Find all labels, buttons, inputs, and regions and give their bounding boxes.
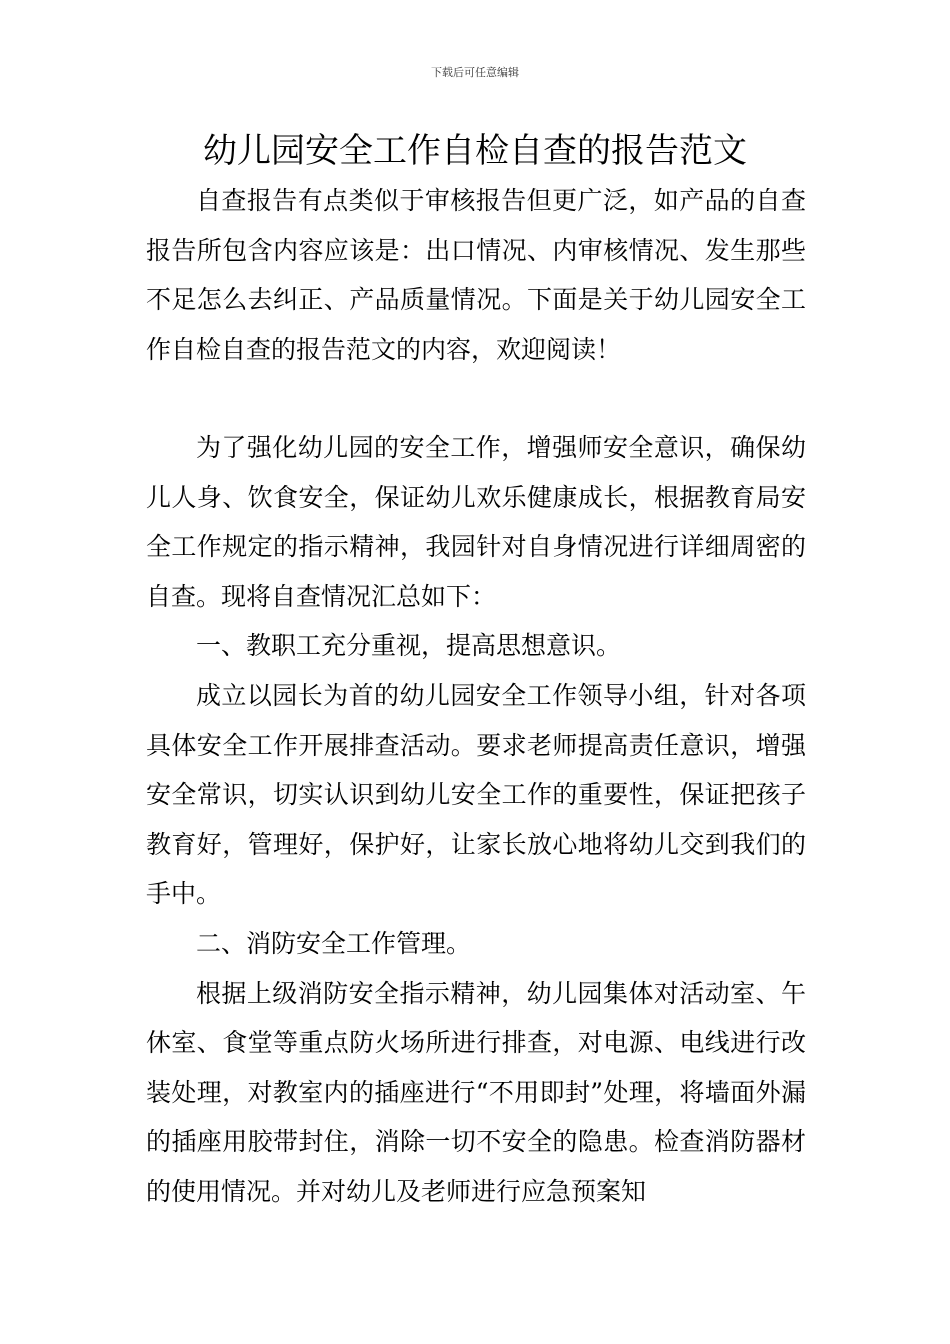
- document-title: 幼儿园安全工作自检自查的报告范文: [203, 131, 747, 171]
- intro-section: [146, 176, 806, 374]
- body-paragraph: 根据上级消防安全指示精神，幼儿园集体对活动室、午休室、食堂等重点防火场所进行排查，对电源、电线进行改装处理，对教室内的插座进行“不用即封”处理，将墙面外漏的插座用胶带封住，消除一切不安全的隐患。检查消防器材的使用情况。并对幼儿及老师进行应急预案知: [146, 978, 806, 1206]
- section-heading: 二、消防安全工作管理。: [196, 928, 472, 958]
- intro-paragraph: 自查报告有点类似于审核报告但更广泛，如产品的自查报告所包含内容应该是：出口情况、内审核情况、发生那些不足怎么去纠正、产品质量情况。下面是关于幼儿园安全工作自检自查的报告范文的内容，欢迎阅读！: [146, 186, 806, 364]
- section-heading: 一、教职工充分重视，提高思想意识。: [196, 631, 622, 661]
- main-body: [146, 423, 806, 1217]
- body-paragraph: 成立以园长为首的幼儿园安全工作领导小组，针对各项具体安全工作开展排查活动。要求老师提高责任意识，增强安全常识，切实认识到幼儿安全工作的重要性，保证把孩子教育好，管理好，保护好，让家长放心地将幼儿交到我们的手中。: [146, 680, 806, 909]
- header-note: 下载后可任意编辑: [431, 66, 519, 79]
- body-paragraph: 为了强化幼儿园的安全工作，增强师安全意识，确保幼儿人身、饮食安全，保证幼儿欢乐健康成长，根据教育局安全工作规定的指示精神，我园针对自身情况进行详细周密的自查。现将自查情况汇总如下：: [146, 433, 806, 611]
